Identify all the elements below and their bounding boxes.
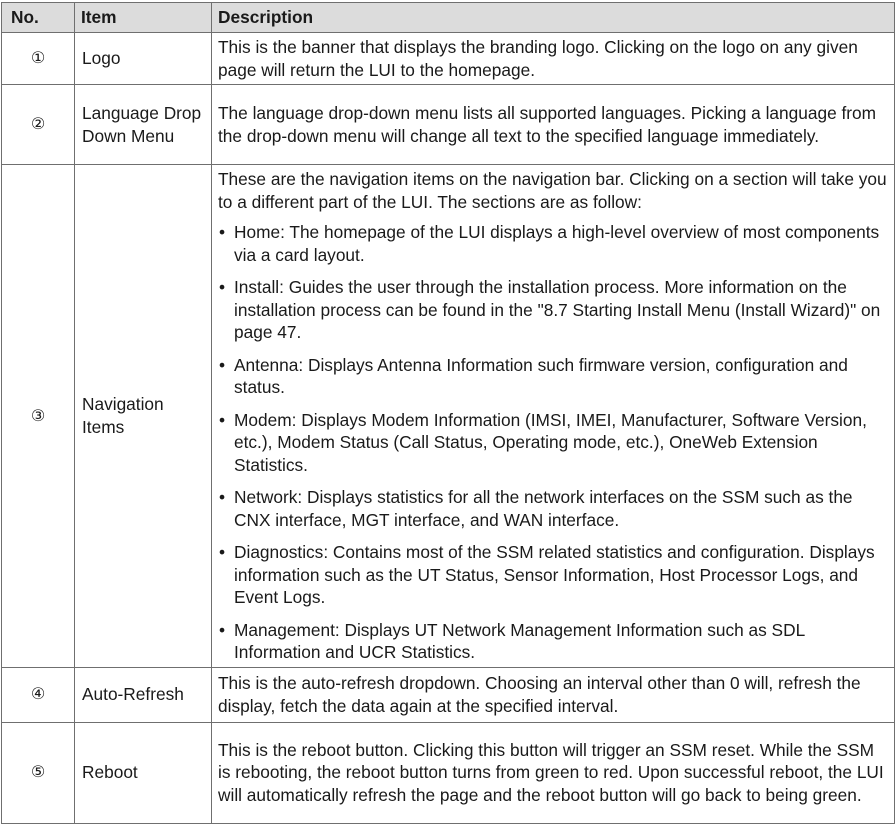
row-number: ③ <box>2 165 75 668</box>
bullet-glyph: • <box>219 542 226 562</box>
bullet-glyph: • <box>219 409 226 430</box>
navigation-intro: These are the navigation items on the navigation bar. Clicking on a section will take you to a different part of the LUI. The sections are as follow: <box>218 169 887 212</box>
list-item <box>218 541 888 609</box>
table-row <box>2 722 895 823</box>
header-no: No. <box>2 3 75 33</box>
row-item: Logo <box>75 33 212 85</box>
table-row <box>2 667 895 722</box>
table-header-row <box>2 3 895 33</box>
row-description: This is the reboot button. Clicking this button will trigger an SSM reset. While the SSM is rebooting, the reboot button turns from green to red. Upon successful reboot, the LUI will automatically refresh the page and the reboot button will go back to being green. <box>212 722 895 823</box>
bullet-glyph: • <box>219 619 226 640</box>
list-item-text: Antenna: Displays Antenna Information such firmware version, configuration and status. <box>234 354 848 397</box>
list-item <box>218 409 888 477</box>
row-number: ① <box>2 33 75 85</box>
row-item: Language Drop Down Menu <box>75 85 212 165</box>
list-item-text: Diagnostics: Contains most of the SSM related statistics and configuration. Displays information such as the UT Status, Sensor Information, Host Processor Logs, and Event Logs. <box>234 542 875 607</box>
bullet-glyph: • <box>219 487 226 507</box>
list-item-text: Management: Displays UT Network Management Information such as SDL Information and UCR Statistics. <box>234 619 805 662</box>
row-number: ④ <box>2 667 75 722</box>
row-description: This is the banner that displays the branding logo. Clicking on the logo on any given page will return the LUI to the homepage. <box>212 33 895 85</box>
list-item <box>218 619 888 664</box>
row-description: The language drop-down menu lists all supported languages. Picking a language from the drop-down menu will change all text to the specified language immediately. <box>212 85 895 165</box>
lui-items-table <box>1 2 895 824</box>
table-row <box>2 165 895 668</box>
table-row <box>2 33 895 85</box>
row-item: Auto-Refresh <box>75 667 212 722</box>
row-description: This is the auto-refresh dropdown. Choosing an interval other than 0 will, refresh the display, fetch the data again at the specified interval. <box>212 667 895 722</box>
navigation-list <box>218 221 888 664</box>
list-item-text: Home: The homepage of the LUI displays a high-level overview of most components via a card layout. <box>234 222 880 265</box>
list-item <box>218 354 888 399</box>
row-number: ② <box>2 85 75 165</box>
header-item: Item <box>75 3 212 33</box>
row-description <box>212 165 895 668</box>
row-number: ⑤ <box>2 722 75 823</box>
list-item <box>218 221 888 266</box>
list-item <box>218 486 888 531</box>
bullet-glyph: • <box>219 277 226 297</box>
table-row <box>2 85 895 165</box>
bullet-glyph: • <box>219 354 226 375</box>
list-item-text: Modem: Displays Modem Information (IMSI, IMEI, Manufacturer, Software Version, etc.), Modem Status (Call Status, Operating mode, etc.), OneWeb Extension Statistics. <box>234 409 867 475</box>
row-item: Navigation Items <box>75 165 212 668</box>
row-item: Reboot <box>75 722 212 823</box>
list-item-text: Network: Displays statistics for all the network interfaces on the SSM such as the CNX interface, MGT interface, and WAN interface. <box>234 487 853 530</box>
list-item <box>218 276 888 344</box>
bullet-glyph: • <box>219 222 226 242</box>
header-description: Description <box>212 3 895 33</box>
list-item-text: Install: Guides the user through the installation process. More information on the installation process can be found in the "8.7 Starting Install Menu (Install Wizard)" on page 47. <box>234 277 881 342</box>
